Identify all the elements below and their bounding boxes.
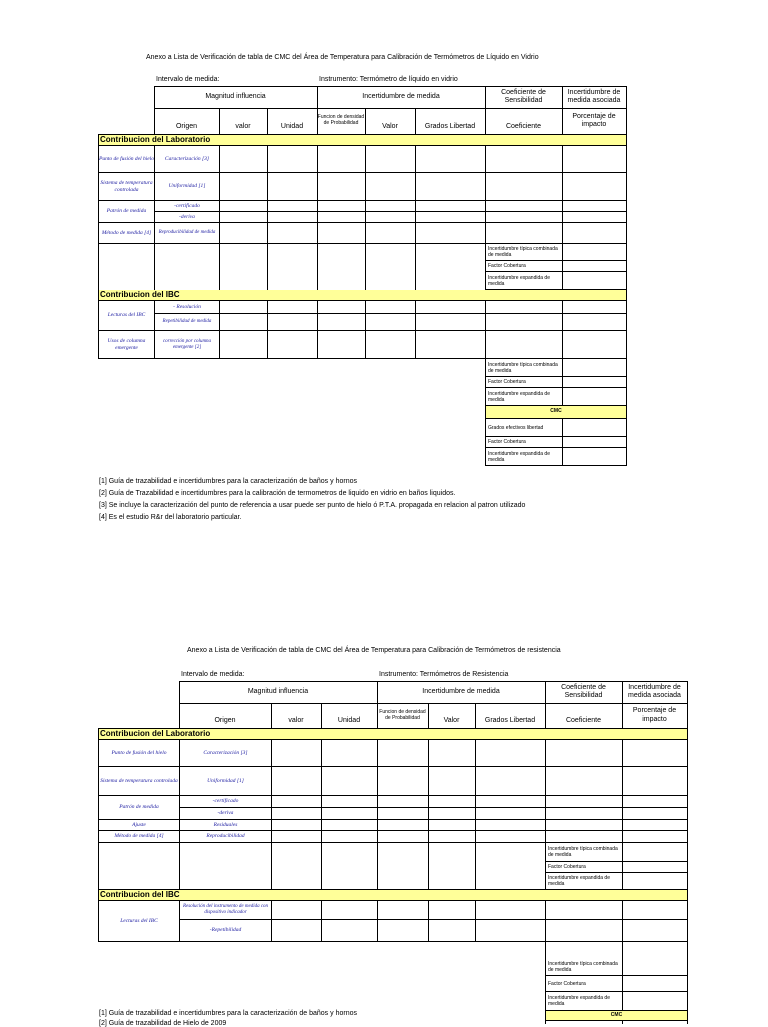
t1-fuente-hielo: Punto de fusión del hielo	[99, 155, 154, 162]
t2-h-incert-asoc: Incertidumbre de medida asociada	[628, 683, 681, 699]
t1-h-coef-sens: Coeficiente de Sensibilidad	[501, 88, 546, 104]
t2-origen-residuales: Residuales	[213, 821, 238, 828]
t1-fuente-sistema: Sistema de temperatura controlada	[100, 180, 153, 193]
t2-instrumento-label: Instrumento: Termómetros de Resistencia	[379, 671, 509, 678]
t1-h-magnitud: Magnitud influencia	[205, 92, 266, 100]
t2-h-incert: Incertidumbre de medida	[422, 687, 500, 695]
t2-sec-lab: Contribucion del Laboratorio	[100, 729, 211, 738]
t1-h-incert-asoc: Incertidumbre de medida asociada	[567, 88, 621, 104]
t1-sum1-expandida: Incertidumbre expandida de medida	[488, 274, 550, 287]
t2-h-origen: Origen	[214, 717, 236, 725]
t2-fuente-lecturas: Lecturas del IBC	[120, 917, 158, 924]
t2-origen-repet: -Repetibilidad	[209, 927, 242, 934]
t1-note-2: [2] Guía de Trazabilidad e incertidumbres para la calibración de termometros de liquido en vidrio en baños liquidos.	[99, 490, 456, 497]
t2-h-unidad: Unidad	[337, 717, 361, 725]
t1-origen-deriva: -deriva	[179, 213, 195, 220]
t1-sec-lab: Contribucion del Laboratorio	[100, 135, 211, 144]
t1-origen-cert: -certificado	[174, 202, 200, 209]
t2-fuente-ajuste: Ajuste	[132, 821, 146, 828]
t2-origen-caract: Caracterización [3]	[203, 749, 248, 756]
t2-cmc: CMC	[546, 1011, 687, 1020]
t1-h-unidad: Unidad	[280, 122, 304, 130]
t2-origen-unif: Uniformidad [1]	[207, 777, 244, 784]
t1-h-coef: Coeficiente	[505, 122, 542, 130]
t2-h-funcion: Funcion de densidad de Probabilidad	[379, 708, 426, 721]
t1-cmc: CMC	[486, 406, 626, 418]
t2-fuente-sistema: Sistema de temperatura controlada	[100, 777, 178, 784]
t1-fuente-patron: Patrón de medida	[106, 208, 147, 215]
t2-origen-deriva: -deriva	[217, 810, 234, 817]
t1-sum2-factor: Factor Cobertura	[488, 379, 526, 385]
t1-sum1-factor: Factor Cobertura	[488, 263, 526, 269]
t1-instrumento-label: Instrumento: Termómetro de líquido en vidrio	[319, 76, 458, 83]
t2-fuente-metodo: Método de medida [4]	[114, 833, 164, 840]
t1-sum3-grados: Grados efectivos libertad	[488, 424, 544, 431]
t2-note-1: [1] Guía de trazabilidad e incertidumbres para la caracterización de baños y hornos	[99, 1010, 357, 1017]
t2-sum2-combinada: Incertidumbre típica combinada de medida	[548, 960, 618, 973]
t1-h-grados: Grados Libertad	[424, 122, 476, 130]
t1-h-valor: valor	[235, 122, 251, 130]
t1-fuente-lecturas: Lecturas del IBC	[107, 312, 146, 319]
t2-h-porc: Porcentaje de impacto	[632, 707, 677, 723]
t2-origen-reprod: Reproducibilidad	[206, 833, 245, 840]
t1-origen-reprod: Reproducibilidad de medida	[158, 230, 216, 236]
t1-sec-ibc: Contribucion del IBC	[100, 290, 180, 299]
t2-note-2: [2] Guía de trazabilidad de Hielo de 2009	[99, 1020, 227, 1027]
t1-sum2-combinada: Incertidumbre típica combinada de medida	[488, 361, 558, 374]
t1-h-funcion: Funcion de densidad de Probabilidad	[317, 114, 365, 126]
t1-sum1-combinada: Incertidumbre típica combinada de medida	[488, 246, 558, 258]
t1-note-4: [4] Es el estudio R&r del laboratorio particular.	[99, 514, 242, 521]
t1-fuente-columna: Usos de columna emergente	[107, 338, 146, 351]
t2-sec-ibc-bg	[99, 890, 687, 900]
t1-note-1: [1] Guía de trazabilidad e incertidumbres para la caracterización de baños y hornos	[99, 478, 357, 485]
t1-fuente-metodo: Método de medida [4]	[101, 229, 152, 236]
t2-h-grados: Grados Libertad	[484, 717, 536, 725]
t1-origen-caract: Caracterización [3]	[164, 155, 210, 162]
t2-origen-cert: -certificado	[212, 798, 239, 805]
t1-origen-repet: Repetibilidad de medida	[162, 319, 212, 325]
t1-sum2-expandida: Incertidumbre expandida de medida	[488, 390, 550, 403]
t2-fuente-hielo: Punto de fusión del hielo	[111, 749, 167, 756]
t1-sum3-factor: Factor Cobertura	[488, 439, 526, 445]
table2-title: Anexo a Lista de Verificación de tabla de CMC del Área de Temperatura para Calibración de Termómetros de resistencia	[187, 647, 561, 654]
t2-h-coef: Coeficiente	[565, 717, 602, 725]
t2-h-valor: valor	[288, 717, 304, 725]
t2-sum2-factor: Factor Cobertura	[548, 980, 586, 987]
t1-h-incert: Incertidumbre de medida	[362, 92, 440, 100]
t2-origen-resol: Resolución del instrumento de medida con dispositivo indicador	[182, 904, 269, 915]
table1-title: Anexo a Lista de Verificación de tabla de CMC del Área de Temperatura para Calibración de Termómetros de Líquido en Vidrio	[146, 54, 539, 61]
t1-origen-correccion: corrección por columna emergente [2]	[162, 338, 212, 350]
t2-h-magnitud: Magnitud influencia	[247, 687, 309, 695]
t2-fuente-patron: Patrón de medida	[119, 804, 159, 811]
t2-sec-ibc: Contribucion del IBC	[100, 890, 180, 899]
t1-note-3: [3] Se incluye la caracterización del punto de referencia a usar puede ser punto de hielo ó P.T.A. propagada en relacion al patron utilizado	[99, 502, 526, 509]
t2-intervalo-label: Intervalo de medida:	[181, 671, 245, 678]
t1-origen-resol: - Resolución	[173, 303, 201, 310]
t2-sum1-combinada: Incertidumbre típica combinada de medida	[548, 846, 618, 858]
t2-h-valor2: Valor	[443, 717, 460, 725]
t1-sum3-expandida: Incertidumbre expandida de medida	[488, 450, 550, 463]
t1-intervalo-label: Intervalo de medida:	[156, 76, 220, 83]
t2-sum1-expandida: Incertidumbre expandida de medida	[548, 875, 610, 887]
t1-origen-unif: Uniformidad [1]	[168, 183, 206, 190]
t2-sum2-expandida: Incertidumbre expandida de medida	[548, 995, 610, 1007]
t1-h-porc: Porcentaje de impacto	[572, 112, 616, 128]
t1-h-valor2: Valor	[382, 122, 398, 130]
t2-sum1-factor: Factor Cobertura	[548, 864, 586, 870]
t2-h-coef-sens: Coeficiente de Sensibilidad	[561, 683, 606, 699]
t1-h-origen: Origen	[175, 122, 197, 130]
